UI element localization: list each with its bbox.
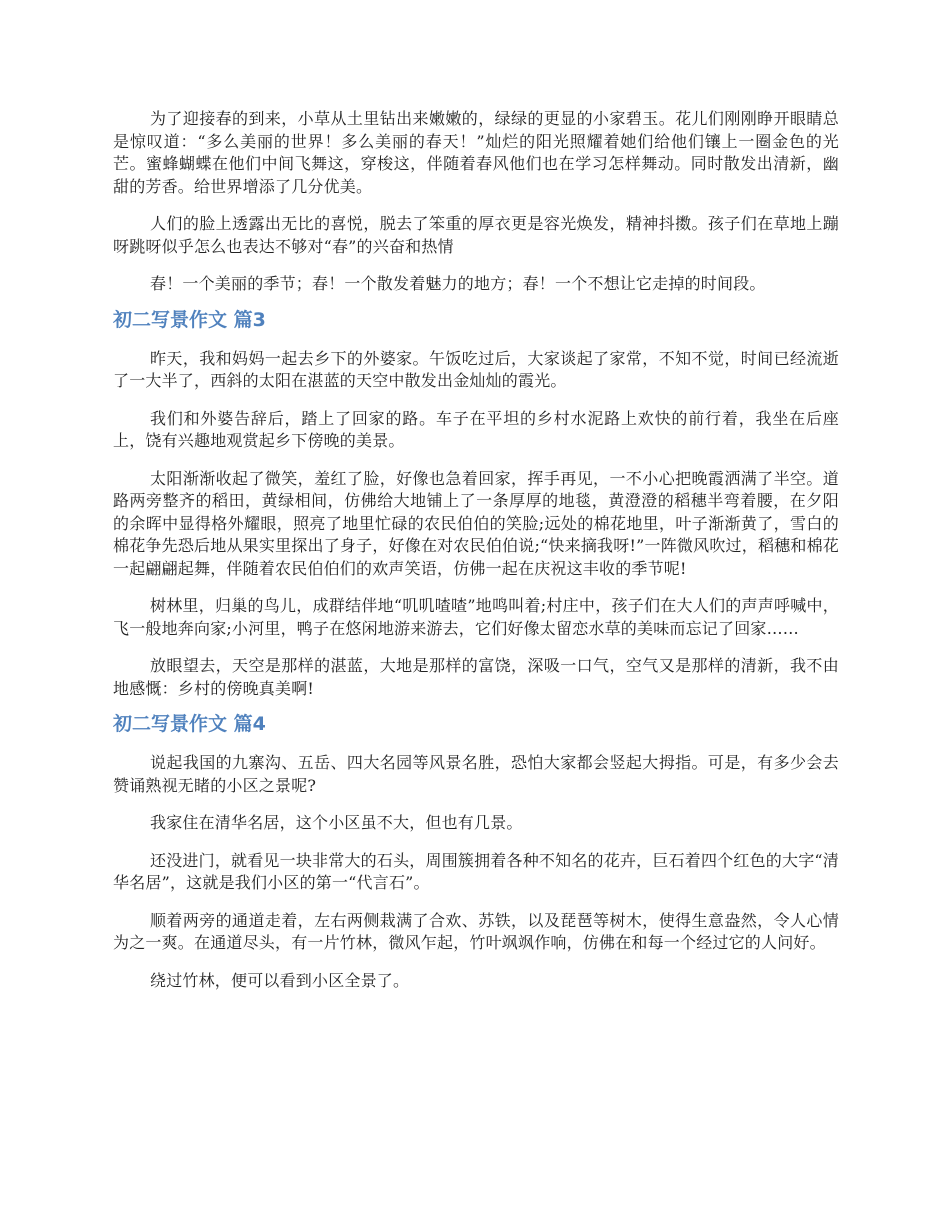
section-heading-4: 初二写景作文 篇4 — [113, 713, 266, 735]
paragraph: 绕过竹林，便可以看到小区全景了。 — [150, 970, 410, 990]
paragraph: 说起我国的九寨沟、五岳、四大名园等风景名胜，恐怕大家都会竖起大拇指。可是，有多少会去赞诵熟视无睹的小区之景呢? — [113, 753, 839, 795]
section-4 — [113, 752, 839, 992]
paragraph: 顺着两旁的通道走着，左右两侧栽满了合欢、苏铁，以及琵琶等树木，使得生意盎然，令人心情为之一爽。在通道尽头，有一片竹林，微风乍起，竹叶飒飒作响，仿佛在和每一个经过它的人问好。 — [113, 910, 839, 952]
section-continuation — [113, 108, 839, 296]
paragraph: 还没进门，就看见一块非常大的石头，周围簇拥着各种不知名的花卉，巨石着四个红色的大字“清华名居”，这就是我们小区的第一“代言石”。 — [113, 850, 839, 892]
paragraph: 放眼望去，天空是那样的湛蓝，大地是那样的富饶，深吸一口气，空气又是那样的清新，我不由地感慨：乡村的傍晚真美啊! — [113, 656, 839, 698]
section-heading-3: 初二写景作文 篇3 — [113, 308, 266, 331]
paragraph: 春！一个美丽的季节；春！一个散发着魅力的地方；春！一个不想让它走掉的时间段。 — [150, 274, 766, 293]
paragraph: 我家住在清华名居，这个小区虽不大，但也有几景。 — [150, 813, 523, 832]
document-page — [113, 108, 839, 992]
paragraph: 树林里，归巢的鸟儿，成群结伴地“叽叽喳喳”地鸣叫着;村庄中，孩子们在大人们的声声呼喊中，飞一般地奔向家;小河里，鸭子在悠闲地游来游去，它们好像太留恋水草的美味而忘记了回家…… — [113, 596, 839, 638]
paragraph: 人们的脸上透露出无比的喜悦，脱去了笨重的厚衣更是容光焕发，精神抖擞。孩子们在草地上蹦呀跳呀似乎怎么也表达不够对“春”的兴奋和热情 — [113, 214, 839, 256]
paragraph: 为了迎接春的到来，小草从土里钻出来嫩嫩的，绿绿的更显的小家碧玉。花儿们刚刚睁开眼睛总是惊叹道：“多么美丽的世界！多么美丽的春天！”灿烂的阳光照耀着她们给他们镶上一圈金色的光芒。蜜蜂蝴蝶在他们中间飞舞这，穿梭这，伴随着春风他们也在学习怎样舞动。同时散发出清新，幽甜的芳香。给世界增添了几分优美。 — [113, 109, 839, 196]
section-3 — [113, 348, 839, 701]
paragraph: 太阳渐渐收起了微笑，羞红了脸，好像也急着回家，挥手再见，一不小心把晚霞洒满了半空。道路两旁整齐的稻田，黄绿相间，仿佛给大地铺上了一条厚厚的地毯，黄澄澄的稻穗半弯着腰，在夕阳的余晖中显得格外耀眼，照亮了地里忙碌的农民伯伯的笑脸;远处的棉花地里，叶子渐渐黄了，雪白的棉花争先恐后地从果实里探出了身子，好像在对农民伯伯说;“快来摘我呀!”一阵微风吹过，稻穗和棉花一起翩翩起舞，伴随着农民伯伯们的欢声笑语，仿佛一起在庆祝这丰收的季节呢! — [113, 468, 839, 578]
paragraph: 我们和外婆告辞后，踏上了回家的路。车子在平坦的乡村水泥路上欢快的前行着，我坐在后座上，饶有兴趣地观赏起乡下傍晚的美景。 — [113, 408, 839, 450]
paragraph: 昨天，我和妈妈一起去乡下的外婆家。午饭吃过后，大家谈起了家常，不知不觉，时间已经流逝了一大半了，西斜的太阳在湛蓝的天空中散发出金灿灿的霞光。 — [113, 348, 839, 390]
